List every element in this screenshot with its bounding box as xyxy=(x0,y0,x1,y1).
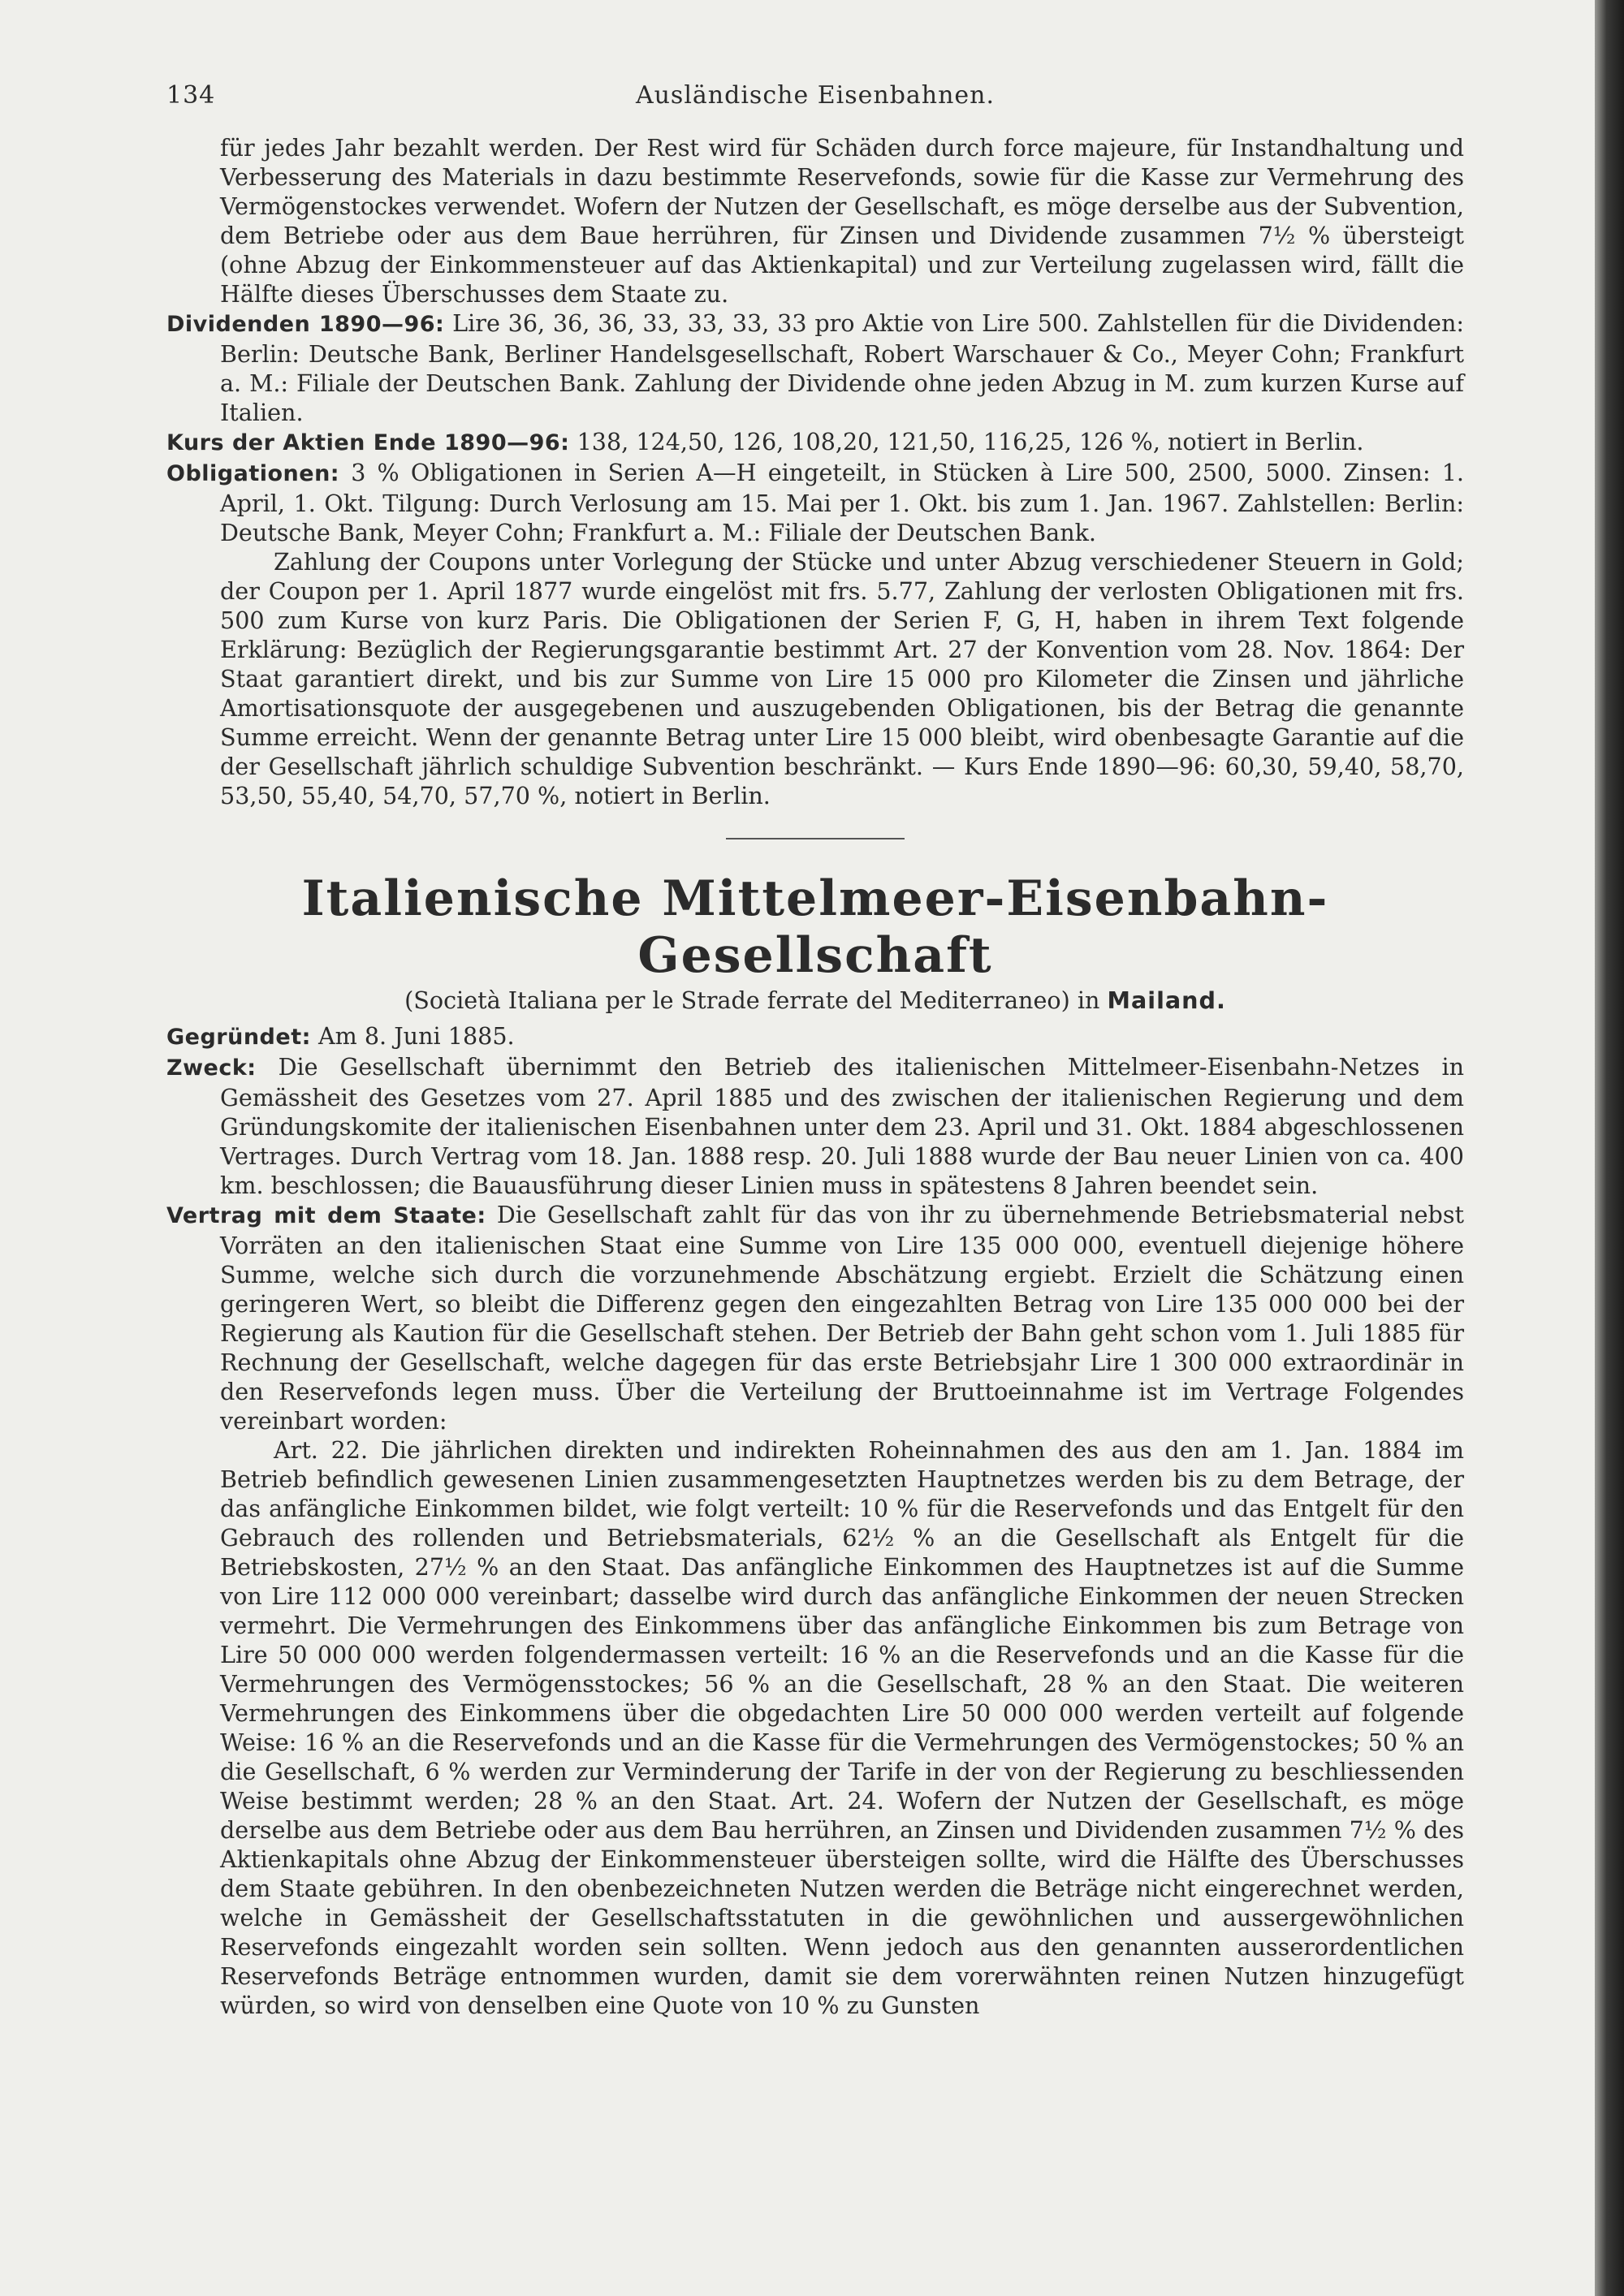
zweck-entry xyxy=(166,1052,1464,1200)
obligationen-paragraph-2: Zahlung der Coupons unter Vorlegung der Stücke und unter Abzug verschiedener Steuern in Gold; der Coupon per 1. April 1877 wurde eingelöst mit frs. 5.77, Zahlung der verlosten Obligationen mit frs. 500 zum Kurse von kurz Paris. Die Obligationen der Serien F, G, H, haben in ihrem Text folgende Erklärung: Bezüglich der Regierungsgarantie bestimmt Art. 27 der Konvention vom 28. Nov. 1864: Der Staat garantiert direkt, und bis zur Summe von Lire 15 000 pro Kilometer die Zinsen und jährliche Amortisationsquote der ausgegebenen und auszugebenden Obligationen, bis der Betrag die genannte Summe erreicht. Wenn der genannte Betrag unter Lire 15 000 bleibt, wird obenbesagte Garantie auf die der Gesellschaft jährlich schuldige Subvention beschränkt. — Kurs Ende 1890—96: 60,30, 59,40, 58,70, 53,50, 55,40, 54,70, 57,70 %, notiert in Berlin. xyxy=(220,548,1464,809)
gegruendet-label: Gegründet: xyxy=(166,1025,311,1050)
section-divider xyxy=(726,838,905,839)
page-edge-shadow xyxy=(1595,0,1624,2296)
page-number: 134 xyxy=(166,81,216,110)
vertrag-entry xyxy=(166,1200,1464,1435)
subtitle-city: Mailand. xyxy=(1107,986,1226,1014)
dividenden-label: Dividenden 1890—96: xyxy=(166,312,445,337)
kurs-text: 138, 124,50, 126, 108,20, 121,50, 116,25, 126 %, notiert in Berlin. xyxy=(577,428,1364,455)
continuation-paragraph: für jedes Jahr bezahlt werden. Der Rest wird für Schäden durch force majeure, für Instandhaltung und Verbesserung des Materials in dazu bestimmte Reservefonds, sowie für die Kasse zur Vermehrung des Vermögenstockes verwendet. Wofern der Nutzen der Gesellschaft, es möge derselbe aus der Subvention, dem Betriebe oder aus dem Baue herrühren, für Zinsen und Dividende zusammen 7½ % übersteigt (ohne Abzug der Einkommensteuer auf das Aktienkapital) und zur Verteilung zugelassen wird, fällt die Hälfte dieses Überschusses dem Staate zu. xyxy=(220,134,1464,308)
zweck-label: Zweck: xyxy=(166,1055,257,1081)
vertrag-label: Vertrag mit dem Staate: xyxy=(166,1203,486,1228)
gegruendet-text: Am 8. Juni 1885. xyxy=(318,1022,515,1050)
section-title: Italienische Mittelmeer-Eisenbahn-Gesellschaft xyxy=(301,870,1329,984)
art-22-paragraph: Art. 22. Die jährlichen direkten und indirekten Roheinnahmen des aus den am 1. Jan. 1884 im Betrieb befindlich gewesenen Linien zusammengesetzten Hauptnetzes werden bis zu dem Betrage, der das anfängliche Einkommen bildet, wie folgt verteilt: 10 % für die Reservefonds und das Entgelt für den Gebrauch des rollenden und Betriebsmaterials, 62½ % an die Gesellschaft als Entgelt für die Betriebskosten, 27½ % an den Staat. Das anfängliche Einkommen des Hauptnetzes ist auf die Summe von Lire 112 000 000 vereinbart; dasselbe wird durch das anfängliche Einkommen der neuen Strecken vermehrt. Die Vermehrungen des Einkommens über das anfängliche Einkommen bis zum Betrage von Lire 50 000 000 werden folgendermassen verteilt: 16 % an die Reservefonds und an die Kasse für die Vermehrungen des Vermögensstockes; 56 % an die Gesellschaft, 28 % an den Staat. Die weiteren Vermehrungen des Einkommens über die obgedachten Lire 50 000 000 werden verteilt auf folgende Weise: 16 % an die Reservefonds und an die Kasse für die Vermehrungen des Vermögenstockes; 50 % an die Gesellschaft, 6 % werden zur Verminderung der Tarife in der von der Regierung zu beschliessenden Weise bestimmt werden; 28 % an den Staat. Art. 24. Wofern der Nutzen der Gesellschaft, es möge derselbe aus dem Betriebe oder aus dem Bau herrühren, an Zinsen und Dividenden zusammen 7½ % des Aktienkapitals ohne Abzug der Einkommensteuer übersteigen sollte, wird die Hälfte des Überschusses dem Staate gebühren. In den obenbezeichneten Nutzen werden die Beträge nicht eingerechnet werden, welche in Gemässheit der Gesellschaftsstatuten in die gewöhnlichen und aussergewöhnlichen Reservefonds eingezahlt worden sein sollten. Wenn jedoch aus den genannten ausserordentlichen Reservefonds Beträge entnommen wurden, damit sie dem vorerwähnten reinen Nutzen hinzugefügt würden, so wird von denselben eine Quote von 10 % zu Gunsten xyxy=(220,1436,1464,2019)
gegruendet-entry xyxy=(166,1021,1464,1052)
running-title: Ausländische Eisenbahnen. xyxy=(635,81,996,110)
obligationen-entry xyxy=(166,458,1464,547)
document-page xyxy=(166,81,1464,2020)
running-header xyxy=(166,81,1464,117)
vertrag-text: Die Gesellschaft zahlt für das von ihr zu übernehmende Betriebsmaterial nebst Vorräten an den italienischen Staat eine Summe von Lire 135 000 000, eventuell diejenige höhere Summe, welche sich durch die vorzunehmende Abschätzung ergiebt. Erzielt die Schätzung einen geringeren Wert, so bleibt die Differenz gegen den eingezahlten Betrag von Lire 135 000 000 bei der Regierung als Kaution für die Gesellschaft stehen. Der Betrieb der Bahn geht schon vom 1. Juli 1885 für Rechnung der Gesellschaft, welche dagegen für das erste Betriebsjahr Lire 1 300 000 extraordinär in den Reservefonds legen muss. Über die Verteilung der Bruttoeinnahme ist im Vertrage Folgendes vereinbart worden: xyxy=(220,1201,1464,1435)
obligationen-text: 3 % Obligationen in Serien A—H eingeteilt, in Stücken à Lire 500, 2500, 5000. Zinsen: 1. April, 1. Okt. Tilgung: Durch Verlosung am 15. Mai per 1. Okt. bis zum 1. Jan. 1967. Zahlstellen: Berlin: Deutsche Bank, Meyer Cohn; Frankfurt a. M.: Filiale der Deutschen Bank. xyxy=(220,459,1464,546)
subtitle-prefix: (Società Italiana per le Strade ferrate del Mediterraneo) in xyxy=(404,986,1100,1014)
obligationen-label: Obligationen: xyxy=(166,461,340,486)
kurs-label: Kurs der Aktien Ende 1890—96: xyxy=(166,430,570,455)
dividenden-entry xyxy=(166,309,1464,427)
kurs-entry xyxy=(166,427,1464,458)
dividenden-text: Lire 36, 36, 36, 33, 33, 33, 33 pro Aktie von Lire 500. Zahlstellen für die Dividenden: Berlin: Deutsche Bank, Berliner Handelsgesellschaft, Robert Warschauer & Co., Meyer Cohn; Frankfurt a. M.: Filiale der Deutschen Bank. Zahlung der Dividende ohne jeden Abzug in M. zum kurzen Kurse auf Italien. xyxy=(220,309,1464,426)
section-subtitle xyxy=(166,986,1464,1015)
zweck-text: Die Gesellschaft übernimmt den Betrieb des italienischen Mittelmeer-Eisenbahn-Netzes in Gemässheit des Gesetzes vom 27. April 1885 und des zwischen der italienischen Regierung und dem Gründungskomite der italienischen Eisenbahnen unter dem 23. April und 31. Okt. 1884 abgeschlossenen Vertrages. Durch Vertrag vom 18. Jan. 1888 resp. 20. Juli 1888 wurde der Bau neuer Linien von ca. 400 km. beschlossen; die Bauausführung dieser Linien muss in spätestens 8 Jahren beendet sein. xyxy=(220,1053,1464,1199)
